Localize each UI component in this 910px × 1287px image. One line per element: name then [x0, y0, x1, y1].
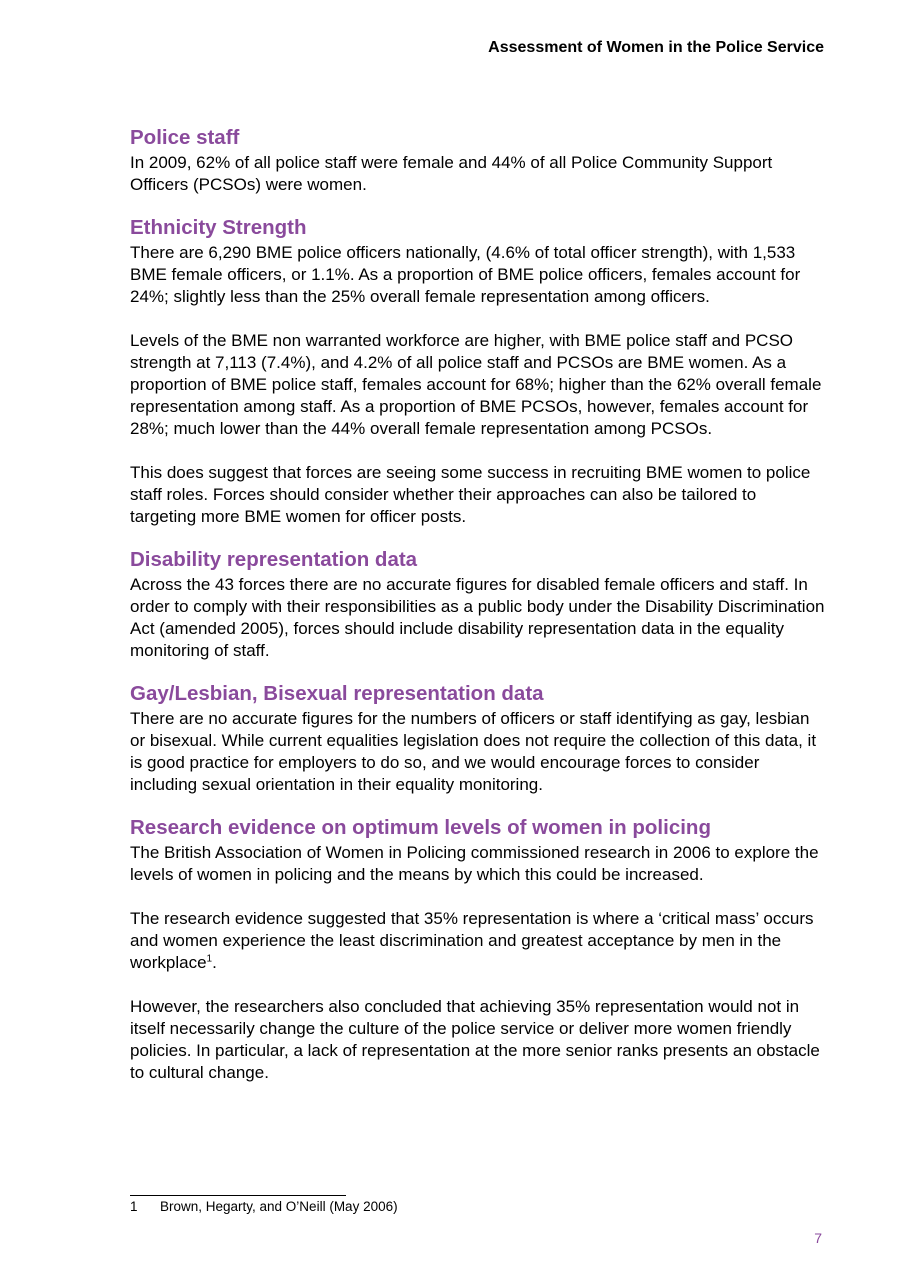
paragraph: The British Association of Women in Policing commissioned research in 2006 to explore the levels of women in policing and the means by which this could be increased.	[130, 843, 819, 884]
paragraph: However, the researchers also concluded that achieving 35% representation would not in itself necessarily change the culture of the police service or deliver more women friendly policies. In particular, a lack of representation at the more senior ranks presents an obstacle to cultural change.	[130, 997, 820, 1082]
page-number: 7	[814, 1230, 822, 1246]
section-heading: Ethnicity Strength	[130, 216, 307, 239]
paragraph: Levels of the BME non warranted workforce are higher, with BME police staff and PCSO strength at 7,113 (7.4%), and 4.2% of all police staff and PCSOs are BME women. As a proportion of BME police staff, females account for 68%; higher than the 62% overall female representation among staff. As a proportion of BME PCSOs, however, females account for 28%; much lower than the 44% overall female representation among PCSOs.	[130, 331, 822, 438]
footnote	[130, 1199, 398, 1214]
footnote-reference: 1	[206, 953, 213, 965]
paragraph-with-footnote	[130, 908, 826, 974]
footnote-text: Brown, Hegarty, and O’Neill (May 2006)	[160, 1199, 398, 1214]
section-disability	[130, 546, 826, 662]
section-gay-lesbian-bisexual	[130, 680, 826, 796]
section-heading: Research evidence on optimum levels of women in policing	[130, 816, 711, 839]
paragraph: This does suggest that forces are seeing some success in recruiting BME women to police staff roles. Forces should consider whether their approaches can also be tailored to targeting more BME women for officer posts.	[130, 463, 811, 526]
section-ethnicity-strength	[130, 214, 826, 528]
section-heading: Gay/Lesbian, Bisexual representation data	[130, 682, 544, 705]
paragraph-tail: .	[212, 953, 217, 972]
section-research-evidence	[130, 814, 826, 1084]
footnote-divider	[130, 1195, 346, 1196]
paragraph: There are 6,290 BME police officers nationally, (4.6% of total officer strength), with 1,533 BME female officers, or 1.1%. As a proportion of BME police officers, females account for 24%; slightly less than the 25% overall female representation among officers.	[130, 243, 801, 306]
footnote-number: 1	[130, 1199, 138, 1214]
section-heading: Police staff	[130, 126, 240, 149]
paragraph: There are no accurate figures for the numbers of officers or staff identifying as gay, lesbian or bisexual. While current equalities legislation does not require the collection of this data, it is good practice for employers to do so, and we would encourage forces to consider including sexual orientation in their equality monitoring.	[130, 709, 817, 794]
page-body	[130, 124, 826, 1102]
paragraph: Across the 43 forces there are no accurate figures for disabled female officers and staff. In order to comply with their responsibilities as a public body under the Disability Discrimination Act (amended 2005), forces should include disability representation data in the equality monitoring of staff.	[130, 575, 825, 660]
paragraph-text: The research evidence suggested that 35% representation is where a ‘critical mass’ occurs and women experience the least discrimination and greatest acceptance by men in the workplace	[130, 909, 814, 972]
section-heading: Disability representation data	[130, 548, 418, 571]
paragraph: In 2009, 62% of all police staff were female and 44% of all Police Community Support Officers (PCSOs) were women.	[130, 153, 773, 194]
section-police-staff	[130, 124, 826, 196]
running-header: Assessment of Women in the Police Service	[488, 39, 824, 56]
